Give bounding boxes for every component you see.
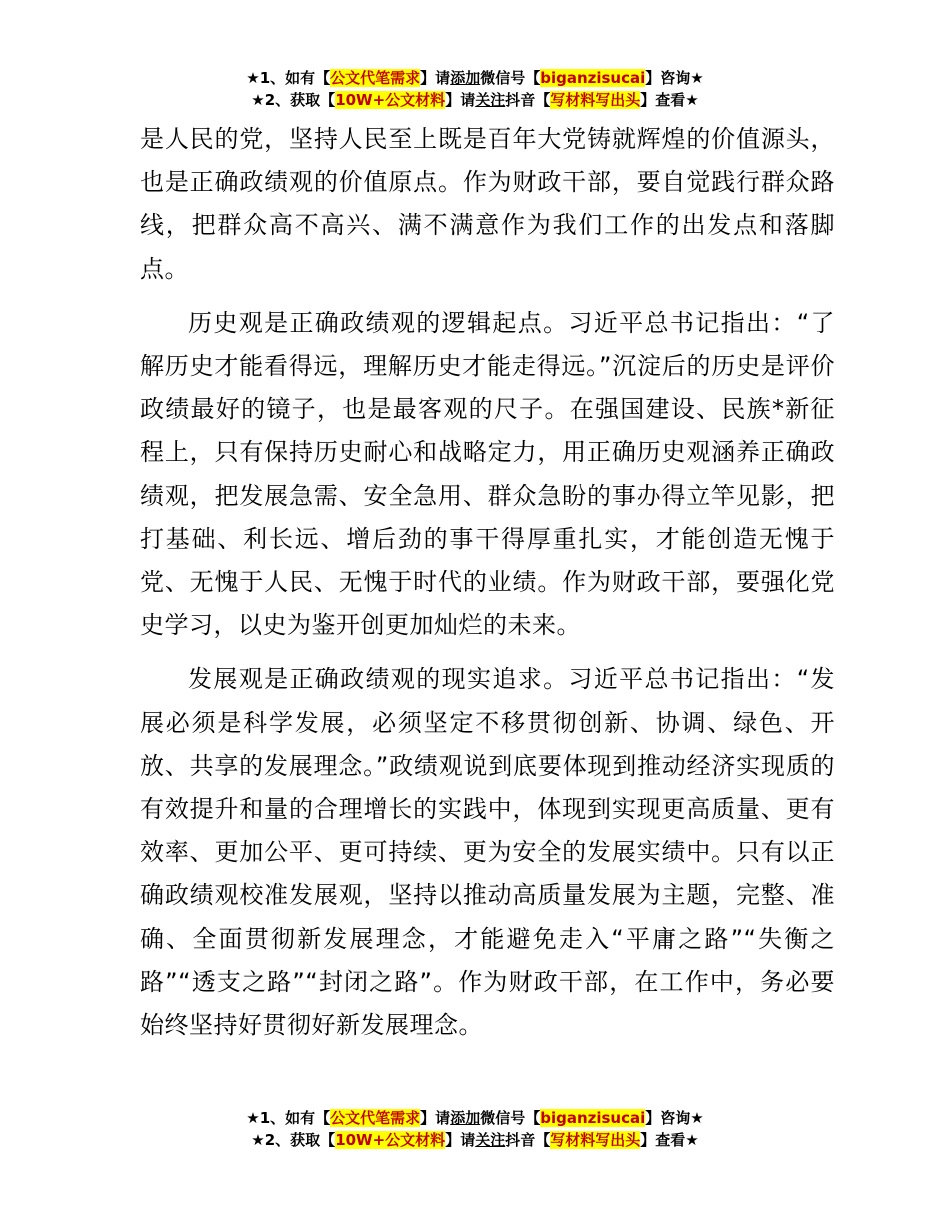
paragraph-history-view: 历史观是正确政绩观的逻辑起点。习近平总书记指出：“了解历史才能看得远，理解历史才能走得远。”沉淀后的历史是评价政绩最好的镜子，也是最客观的尺子。在强国建设、民族*新征程上，只有保持历史耐心和战略定力，用正确历史观涵养正确政绩观，把发展急需、安全急用、群众急盼的事办得立竿见影，把打基础、利长远、增后劲的事干得厚重扎实，才能创造无愧于党、无愧于人民、无愧于时代的业绩。作为财政干部，要强化党史学习，以史为鉴开创更加灿烂的未来。: [140, 308, 835, 640]
page-footer-banner: [0, 1107, 950, 1151]
highlight-materials: 10W+公文材料: [335, 91, 446, 109]
footer-line-2: ★2、获取【10W+公文材料】请关注抖音【写材料写出头】查看★: [251, 1131, 699, 1149]
highlight-douyin-account: 写材料写出头: [550, 1131, 641, 1149]
header-line-2: ★2、获取【10W+公文材料】请关注抖音【写材料写出头】查看★: [251, 91, 699, 109]
highlight-wechat-id: biganzisucai: [540, 1109, 646, 1127]
highlight-wechat-id: biganzisucai: [540, 69, 646, 87]
highlight-ghostwriting: 公文代笔需求: [330, 1109, 421, 1127]
paragraph-development-view: 发展观是正确政绩观的现实追求。习近平总书记指出：“发展必须是科学发展，必须坚定不移贯彻创新、协调、绿色、开放、共享的发展理念。”政绩观说到底要体现到推动经济实现质的有效提升和量的合理增长的实践中，体现到实现更高质量、更有效率、更加公平、更可持续、更为安全的发展实绩中。只有以正确政绩观校准发展观，坚持以推动高质量发展为主题，完整、准确、全面贯彻新发展理念，才能避免走入“平庸之路”“失衡之路”“透支之路”“封闭之路”。作为财政干部，在工作中，务必要始终坚持好贯彻好新发展理念。: [140, 665, 835, 1040]
page-header-banner: [0, 67, 950, 111]
footer-line-1: ★1、如有【公文代笔需求】请添加微信号【biganzisucai】咨询★: [246, 1109, 704, 1127]
header-line-1: ★1、如有【公文代笔需求】请添加微信号【biganzisucai】咨询★: [246, 69, 704, 87]
highlight-ghostwriting: 公文代笔需求: [330, 69, 421, 87]
document-body: [140, 118, 835, 1058]
highlight-douyin-account: 写材料写出头: [550, 91, 641, 109]
paragraph-people-centered: 是人民的党，坚持人民至上既是百年大党铸就辉煌的价值源头，也是正确政绩观的价值原点。作为财政干部，要自觉践行群众路线，把群众高不高兴、满不满意作为我们工作的出发点和落脚点。: [140, 125, 835, 283]
highlight-materials: 10W+公文材料: [335, 1131, 446, 1149]
